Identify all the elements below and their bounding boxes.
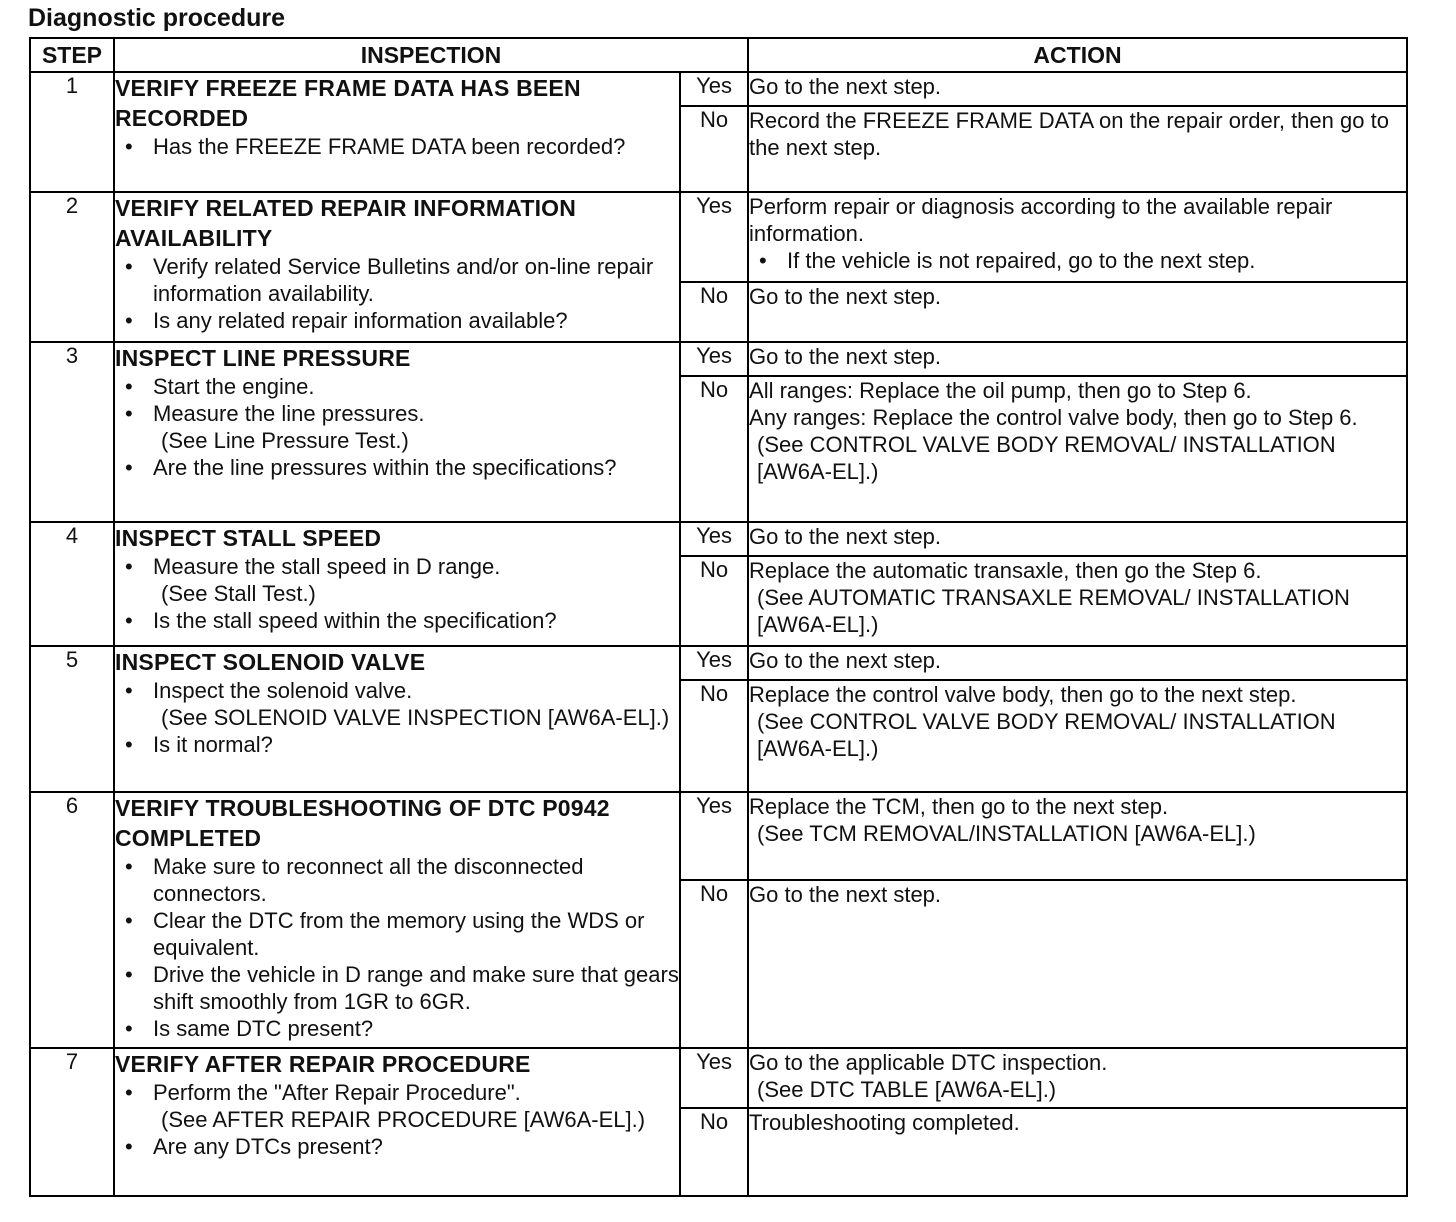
yes-label: Yes (680, 792, 748, 880)
inspection-cell (114, 522, 680, 646)
action-text: Any ranges: Replace the control valve body, then go to Step 6. (749, 405, 1358, 430)
inspection-bullets (115, 1079, 679, 1160)
inspection-bullet-text: • Start the engine. (153, 374, 315, 399)
header-action: ACTION (748, 38, 1407, 72)
inspection-title: INSPECT LINE PRESSURE (115, 345, 411, 371)
inspection-bullets (115, 253, 679, 334)
inspection-bullet (115, 253, 679, 307)
step-row-7-yes (30, 1048, 1407, 1108)
header-inspection: INSPECTION (114, 38, 748, 72)
header-row (30, 38, 1407, 72)
step-number: 3 (30, 342, 114, 522)
step-row-2-yes (30, 192, 1407, 282)
action-reference-link[interactable]: (See AUTOMATIC TRANSAXLE REMOVAL/ INSTALLATION [AW6A-EL].) (757, 585, 1350, 637)
action-text: Troubleshooting completed. (749, 1110, 1020, 1135)
no-label: No (680, 1108, 748, 1196)
yes-label: Yes (680, 1048, 748, 1108)
yes-action (748, 646, 1407, 680)
yes-action (748, 72, 1407, 106)
action-text: Record the FREEZE FRAME DATA on the repair order, then go to the next step. (749, 108, 1389, 160)
inspection-bullets (115, 853, 679, 1042)
inspection-reference-link[interactable]: (See Line Pressure Test.) (161, 428, 409, 453)
action-reference-link[interactable]: (See DTC TABLE [AW6A-EL].) (757, 1077, 1057, 1102)
inspection-bullet (115, 400, 679, 454)
yes-label: Yes (680, 72, 748, 106)
inspection-bullet-text: • Inspect the solenoid valve. (153, 678, 413, 703)
step-row-4-yes (30, 522, 1407, 556)
yes-action (748, 792, 1407, 880)
yes-action (748, 342, 1407, 376)
action-text: Go to the next step. (749, 74, 942, 99)
action-text: Go to the next step. (749, 648, 942, 673)
inspection-bullet-text: • Is the stall speed within the specification? (153, 608, 557, 633)
inspection-cell (114, 792, 680, 1048)
action-text: All ranges: Replace the oil pump, then go to Step 6. (749, 378, 1252, 403)
inspection-bullet-text: • Is same DTC present? (153, 1016, 374, 1041)
inspection-reference-link[interactable]: (See Stall Test.) (161, 581, 316, 606)
step-number: 4 (30, 522, 114, 646)
inspection-bullet (115, 1015, 679, 1042)
inspection-bullet (115, 961, 679, 1015)
action-text: Replace the TCM, then go to the next step. (749, 794, 1169, 819)
inspection-title: VERIFY FREEZE FRAME DATA HAS BEEN RECORDED (115, 75, 581, 131)
no-label: No (680, 880, 748, 1048)
step-row-3-yes (30, 342, 1407, 376)
inspection-bullet (115, 1079, 679, 1133)
action-bullets (749, 247, 1406, 274)
inspection-bullet (115, 731, 679, 758)
inspection-bullets (115, 133, 679, 160)
inspection-bullet (115, 553, 679, 607)
yes-label: Yes (680, 192, 748, 282)
inspection-bullet-text: • Are the line pressures within the specifications? (153, 455, 617, 480)
inspection-bullet-text: • Are any DTCs present? (153, 1134, 383, 1159)
inspection-bullet (115, 607, 679, 634)
inspection-cell (114, 646, 680, 792)
inspection-bullets (115, 553, 679, 634)
no-label: No (680, 282, 748, 342)
inspection-bullet (115, 853, 679, 907)
document-title: Diagnostic procedure (28, 4, 285, 32)
inspection-bullet (115, 133, 679, 160)
no-label: No (680, 680, 748, 792)
action-text: Go to the next step. (749, 344, 942, 369)
action-text: Go to the next step. (749, 882, 942, 907)
inspection-bullet-text: • Measure the stall speed in D range. (153, 554, 501, 579)
no-label: No (680, 376, 748, 522)
inspection-bullet-text: • Drive the vehicle in D range and make sure that gears shift smoothly from 1GR to 6GR. (153, 962, 679, 1014)
inspection-bullet-text: • Has the FREEZE FRAME DATA been recorded? (153, 134, 626, 159)
inspection-bullet (115, 677, 679, 731)
action-text: Go to the next step. (749, 284, 942, 309)
step-number: 2 (30, 192, 114, 342)
yes-action (748, 1048, 1407, 1108)
inspection-bullet-text: • Measure the line pressures. (153, 401, 425, 426)
inspection-title: INSPECT SOLENOID VALVE (115, 649, 426, 675)
inspection-cell (114, 72, 680, 192)
action-bullet: • If the vehicle is not repaired, go to the next step. (749, 247, 1406, 274)
inspection-title: VERIFY AFTER REPAIR PROCEDURE (115, 1051, 531, 1077)
step-number: 1 (30, 72, 114, 192)
action-text: Go to the applicable DTC inspection. (749, 1050, 1108, 1075)
diagnostic-table (29, 37, 1408, 1197)
step-number: 6 (30, 792, 114, 1048)
inspection-reference-link[interactable]: (See SOLENOID VALVE INSPECTION [AW6A-EL].) (161, 705, 670, 730)
inspection-bullet-text: • Perform the "After Repair Procedure". (153, 1080, 521, 1105)
header-step: STEP (30, 38, 114, 72)
inspection-cell (114, 342, 680, 522)
yes-label: Yes (680, 522, 748, 556)
yes-label: Yes (680, 342, 748, 376)
step-row-1-yes (30, 72, 1407, 106)
action-text: Perform repair or diagnosis according to the available repair information. (749, 194, 1333, 246)
inspection-bullet-text: • Is it normal? (153, 732, 273, 757)
inspection-reference-link[interactable]: (See AFTER REPAIR PROCEDURE [AW6A-EL].) (161, 1107, 646, 1132)
no-action (748, 376, 1407, 522)
no-label: No (680, 556, 748, 646)
inspection-bullet (115, 307, 679, 334)
inspection-bullets (115, 677, 679, 758)
inspection-bullet-text: • Verify related Service Bulletins and/or on-line repair information availability. (153, 254, 654, 306)
no-action (748, 556, 1407, 646)
inspection-bullet-text: • Clear the DTC from the memory using the WDS or equivalent. (153, 908, 645, 960)
no-action (748, 282, 1407, 342)
no-action (748, 1108, 1407, 1196)
yes-action (748, 192, 1407, 282)
action-reference-link[interactable]: (See CONTROL VALVE BODY REMOVAL/ INSTALLATION [AW6A-EL].) (757, 432, 1336, 484)
inspection-bullet (115, 1133, 679, 1160)
inspection-bullet (115, 907, 679, 961)
inspection-bullet (115, 454, 679, 481)
action-reference-link[interactable]: (See CONTROL VALVE BODY REMOVAL/ INSTALLATION [AW6A-EL].) (757, 709, 1336, 761)
inspection-title: INSPECT STALL SPEED (115, 525, 382, 551)
action-text: Replace the automatic transaxle, then go the Step 6. (749, 558, 1262, 583)
step-number: 5 (30, 646, 114, 792)
no-action (748, 880, 1407, 1048)
inspection-title: VERIFY RELATED REPAIR INFORMATION AVAILABILITY (115, 195, 577, 251)
step-row-5-yes (30, 646, 1407, 680)
step-row-6-yes (30, 792, 1407, 880)
no-label: No (680, 106, 748, 192)
action-text: Go to the next step. (749, 524, 942, 549)
no-action (748, 106, 1407, 192)
yes-label: Yes (680, 646, 748, 680)
inspection-bullet-text: • Is any related repair information available? (153, 308, 568, 333)
inspection-bullets (115, 373, 679, 481)
inspection-cell (114, 192, 680, 342)
yes-action (748, 522, 1407, 556)
inspection-bullet-text: • Make sure to reconnect all the disconnected connectors. (153, 854, 584, 906)
inspection-bullet (115, 373, 679, 400)
inspection-cell (114, 1048, 680, 1196)
action-text: Replace the control valve body, then go to the next step. (749, 682, 1297, 707)
step-number: 7 (30, 1048, 114, 1196)
no-action (748, 680, 1407, 792)
action-reference-link[interactable]: (See TCM REMOVAL/INSTALLATION [AW6A-EL].) (757, 821, 1256, 846)
inspection-title: VERIFY TROUBLESHOOTING OF DTC P0942 COMPLETED (115, 795, 610, 851)
